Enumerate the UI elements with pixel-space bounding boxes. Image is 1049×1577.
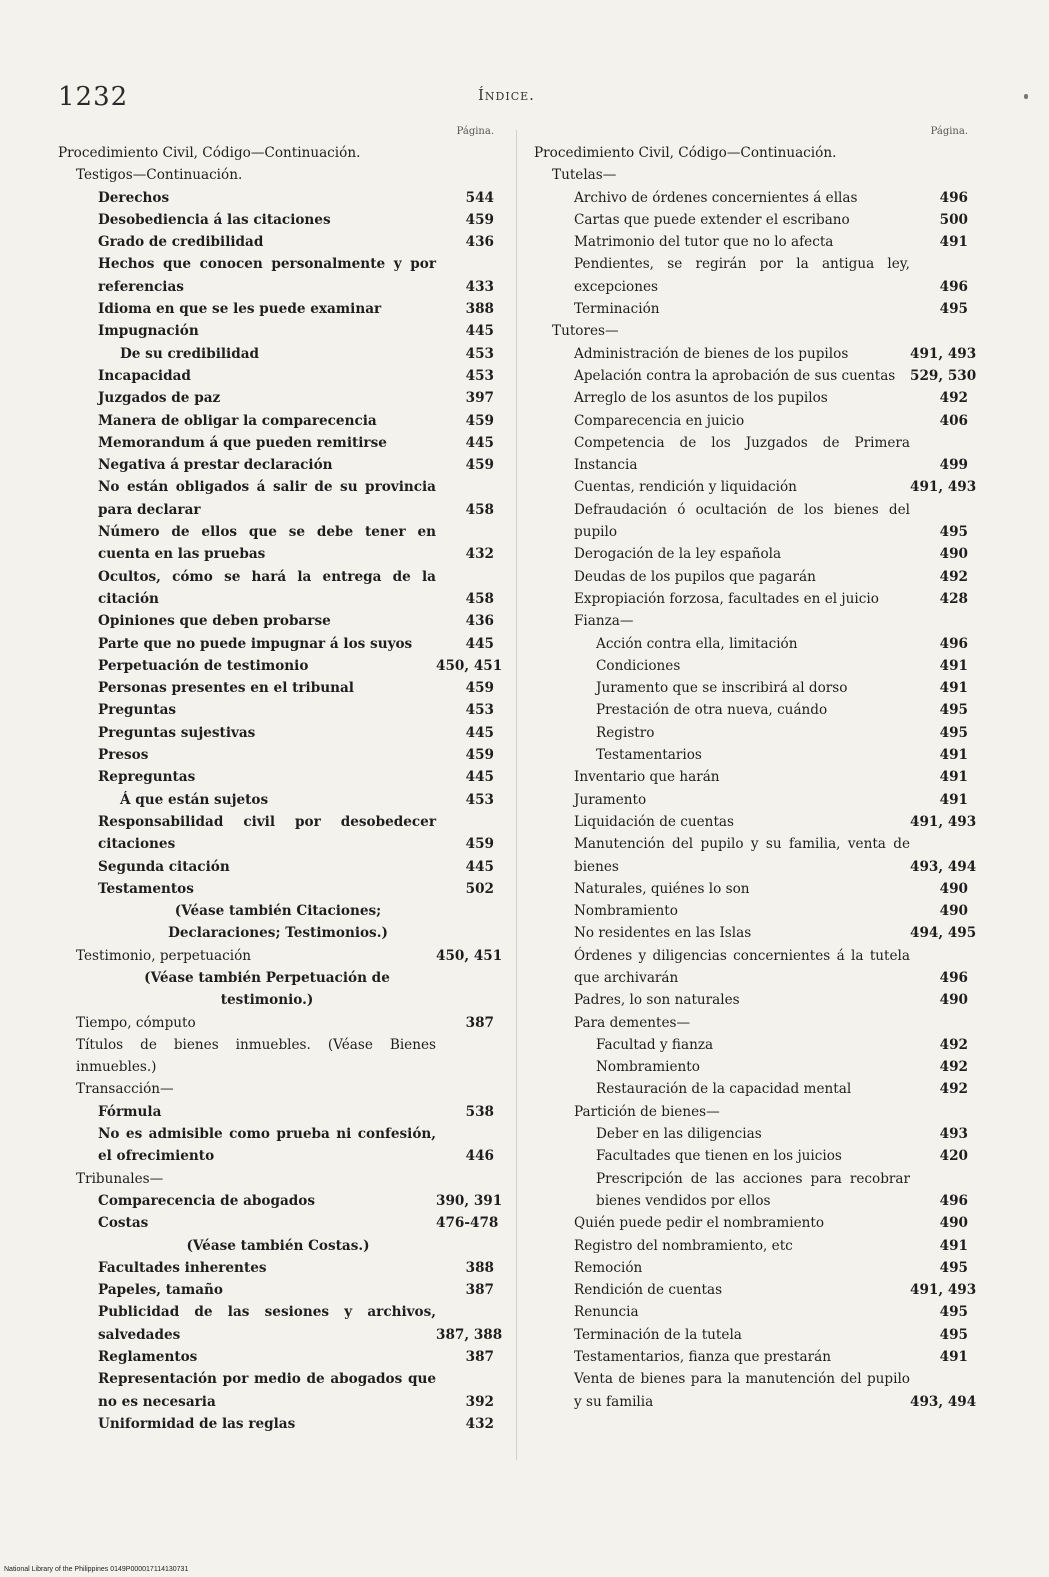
entry-text: Prestación de otra nueva, cuándo	[596, 702, 828, 719]
running-head: Índice.	[478, 86, 535, 104]
entry-text: Memorandum á que pueden remitirse	[98, 434, 387, 451]
index-entry	[58, 677, 494, 699]
entry-text: Cartas que puede extender el escribano	[574, 211, 850, 228]
entry-page: 491	[939, 234, 968, 251]
index-entry	[534, 744, 968, 766]
entry-page: 490	[939, 880, 968, 897]
entry-text: Parte que no puede impugnar á los suyos	[98, 635, 413, 652]
entry-page: 445	[465, 858, 494, 875]
entry-text: Facultad y fianza	[596, 1036, 714, 1053]
index-entry	[58, 454, 494, 476]
entry-page: 495	[939, 1304, 968, 1321]
entry-text: Testamentos	[98, 880, 194, 897]
entry-text: Cuentas, rendición y liquidación	[574, 479, 797, 496]
index-entry	[58, 633, 494, 655]
entry-text: Apelación contra la aprobación de sus cuentas	[574, 367, 896, 384]
entry-page: 453	[465, 791, 494, 808]
entry-text: Registro	[596, 724, 655, 741]
entry-page: 390, 391	[436, 1192, 503, 1209]
entry-list	[58, 142, 503, 1435]
entry-page: 450, 451	[436, 947, 503, 964]
entry-text: Manera de obligar la comparecencia	[98, 412, 377, 429]
index-entry	[58, 476, 494, 521]
entry-text: Remoción	[574, 1259, 643, 1276]
entry-text: Hechos que conocen personalmente y por referencias	[98, 256, 436, 295]
index-entry	[58, 945, 503, 967]
entry-text: Procedimiento Civil, Código—Continuación.	[534, 145, 837, 161]
entry-page: 450, 451	[436, 657, 503, 674]
edge-mark	[1024, 94, 1028, 99]
index-entry	[534, 766, 968, 788]
entry-page: 491	[939, 769, 968, 786]
entry-page: 436	[465, 613, 494, 630]
entry-page: 458	[465, 590, 494, 607]
section-heading	[58, 142, 494, 164]
entry-text: Tutelas—	[552, 167, 617, 184]
entry-text: Manutención del pupilo y su familia, venta de bienes	[574, 836, 910, 875]
index-entry	[58, 164, 494, 186]
entry-text: Terminación de la tutela	[574, 1326, 742, 1343]
entry-page: 493, 494	[910, 858, 977, 875]
entry-text: Transacción—	[76, 1081, 174, 1098]
entry-text: Perpetuación de testimonio	[98, 657, 309, 674]
entry-page: 493	[939, 1126, 968, 1143]
entry-page: 397	[465, 390, 494, 407]
entry-page: 420	[939, 1148, 968, 1165]
index-column-right	[534, 122, 977, 1413]
entry-page: 491, 493	[910, 1282, 977, 1299]
entry-text: Matrimonio del tutor que no lo afecta	[574, 234, 834, 251]
pagina-label: Página.	[456, 126, 494, 137]
index-entry	[534, 789, 968, 811]
entry-page: 491, 493	[910, 345, 977, 362]
entry-page: 496	[939, 278, 968, 295]
index-entry	[534, 722, 968, 744]
index-entry	[534, 1012, 968, 1034]
index-entry	[58, 1034, 494, 1079]
index-note	[58, 1235, 494, 1257]
entry-text: Renuncia	[574, 1304, 639, 1321]
index-entry	[58, 878, 494, 900]
entry-text: De su credibilidad	[120, 345, 260, 362]
entry-text: Idioma en que se les puede examinar	[98, 301, 382, 318]
entry-text: Archivo de órdenes concernientes á ellas	[574, 189, 858, 206]
entry-text: Responsabilidad civil por desobedecer citaciones	[98, 813, 436, 853]
entry-page: 459	[465, 457, 494, 474]
entry-page: 459	[465, 211, 494, 228]
index-entry	[534, 253, 968, 298]
entry-page: 491	[939, 1349, 968, 1366]
index-entry	[534, 1324, 968, 1346]
pagina-label: Página.	[930, 126, 968, 137]
entry-page: 453	[465, 367, 494, 384]
index-entry	[534, 633, 968, 655]
index-entry	[58, 1301, 503, 1346]
index-entry	[58, 789, 494, 811]
entry-page: 496	[939, 969, 968, 986]
entry-text: Comparecencia de abogados	[98, 1192, 315, 1209]
entry-page: 492	[939, 1081, 968, 1098]
entry-page: 388	[465, 301, 494, 318]
entry-text: Testigos—Continuación.	[76, 167, 243, 184]
index-entry	[58, 253, 494, 298]
entry-page: 499	[939, 457, 968, 474]
entry-text: Venta de bienes para la manutención del pupilo y su familia	[574, 1371, 910, 1410]
index-entry	[534, 811, 977, 833]
entry-text: Fianza—	[574, 613, 634, 630]
index-entry	[534, 499, 968, 544]
entry-text: Facultades inherentes	[98, 1259, 267, 1276]
index-entry	[534, 878, 968, 900]
entry-page: 496	[939, 1192, 968, 1209]
index-entry	[58, 1168, 494, 1190]
index-entry	[534, 610, 968, 632]
index-column-left	[58, 122, 503, 1435]
entry-page: 458	[465, 501, 494, 518]
index-entry	[58, 766, 494, 788]
entry-text: Preguntas sujestivas	[98, 724, 256, 741]
index-entry	[534, 410, 968, 432]
entry-page: 491	[939, 1237, 968, 1254]
entry-page: 392	[465, 1393, 494, 1410]
entry-text: Pendientes, se regirán por la antigua ley, excepciones	[574, 256, 910, 295]
entry-text: Nombramiento	[574, 903, 678, 920]
index-entry	[58, 744, 494, 766]
entry-page: 491, 493	[910, 813, 977, 830]
entry-text: Expropiación forzosa, facultades en el juicio	[574, 590, 879, 607]
entry-text: Personas presentes en el tribunal	[98, 680, 354, 697]
index-entry	[534, 187, 968, 209]
entry-text: Testamentarios, fianza que prestarán	[574, 1349, 831, 1366]
index-entry	[58, 722, 494, 744]
entry-page: 494, 495	[910, 925, 977, 942]
index-entry	[58, 1279, 494, 1301]
entry-text: (Véase también Costas.)	[186, 1237, 370, 1254]
index-entry	[534, 231, 968, 253]
entry-text: Costas	[98, 1215, 149, 1232]
entry-text: Publicidad de las sesiones y archivos, salvedades	[98, 1304, 436, 1343]
entry-page: 490	[939, 903, 968, 920]
entry-text: Partición de bienes—	[574, 1103, 720, 1120]
index-entry	[534, 1101, 968, 1123]
entry-page: 495	[939, 724, 968, 741]
index-entry	[534, 476, 977, 498]
entry-text: Ocultos, cómo se hará la entrega de la citación	[98, 568, 436, 607]
entry-page: 433	[465, 278, 494, 295]
entry-text: Juramento que se inscribirá al dorso	[596, 680, 848, 697]
entry-text: Impugnación	[98, 323, 199, 340]
index-entry	[58, 1212, 499, 1234]
index-entry	[58, 1078, 494, 1100]
entry-text: Órdenes y diligencias concernientes á la tutela que archivarán	[574, 947, 910, 986]
entry-page: 496	[939, 189, 968, 206]
index-entry	[58, 1368, 494, 1413]
entry-page: 387	[465, 1349, 494, 1366]
index-note	[58, 900, 494, 945]
index-entry	[58, 365, 494, 387]
index-entry	[58, 432, 494, 454]
entry-page: 387, 388	[436, 1326, 503, 1343]
entry-page: 428	[939, 590, 968, 607]
entry-text: Repreguntas	[98, 769, 196, 786]
index-entry	[534, 989, 968, 1011]
entry-page: 490	[939, 546, 968, 563]
entry-text: Representación por medio de abogados que no es necesaria	[98, 1371, 436, 1410]
entry-page: 495	[939, 301, 968, 318]
entry-text: Acción contra ella, limitación	[596, 635, 798, 652]
entry-text: Nombramiento	[596, 1059, 700, 1076]
entry-text: Opiniones que deben probarse	[98, 613, 331, 630]
entry-page: 445	[465, 323, 494, 340]
index-entry	[534, 320, 968, 342]
index-entry	[58, 610, 494, 632]
entry-text: Inventario que harán	[574, 769, 720, 786]
entry-page: 495	[939, 702, 968, 719]
index-entry	[534, 1212, 968, 1234]
index-entry	[58, 187, 494, 209]
entry-page: 490	[939, 992, 968, 1009]
index-note	[58, 967, 494, 1012]
entry-text: Procedimiento Civil, Código—Continuación.	[58, 145, 361, 161]
entry-page: 495	[939, 1326, 968, 1343]
index-entry	[58, 298, 494, 320]
entry-page: 502	[465, 880, 494, 897]
index-entry	[58, 655, 503, 677]
entry-page: 453	[465, 345, 494, 362]
index-entry	[534, 900, 968, 922]
entry-text: Papeles, tamaño	[98, 1282, 223, 1299]
entry-page: 445	[465, 635, 494, 652]
index-entry	[58, 1346, 494, 1368]
entry-text: Facultades que tienen en los juicios	[596, 1148, 842, 1165]
entry-page: 459	[465, 412, 494, 429]
entry-page: 492	[939, 568, 968, 585]
index-entry	[58, 231, 494, 253]
page-number: 1232	[58, 82, 129, 112]
entry-text: Tribunales—	[76, 1170, 164, 1187]
entry-text: Títulos de bienes inmuebles. (Véase Bienes inmuebles.)	[76, 1036, 436, 1076]
index-entry	[534, 1301, 968, 1323]
index-entry	[58, 1257, 494, 1279]
entry-page: 432	[465, 1415, 494, 1432]
entry-text: Testamentarios	[596, 747, 702, 764]
entry-page: 387	[465, 1014, 494, 1031]
entry-text: Juramento	[574, 791, 647, 808]
index-entry	[534, 1056, 968, 1078]
entry-page: 459	[465, 680, 494, 697]
entry-text: No es admisible como prueba ni confesión, el ofrecimiento	[98, 1126, 436, 1165]
entry-text: Segunda citación	[98, 858, 230, 875]
entry-text: Deber en las diligencias	[596, 1126, 762, 1143]
entry-text: Tutores—	[552, 323, 619, 340]
index-entry	[534, 566, 968, 588]
entry-page: 492	[939, 390, 968, 407]
entry-page: 491	[939, 747, 968, 764]
index-entry	[534, 1346, 968, 1368]
column-divider	[516, 130, 517, 1460]
entry-text: No están obligados á salir de su provincia para declarar	[98, 479, 436, 518]
entry-text: Uniformidad de las reglas	[98, 1415, 296, 1432]
entry-text: Testimonio, perpetuación	[76, 947, 252, 964]
entry-page: 491, 493	[910, 479, 977, 496]
index-entry	[58, 1190, 503, 1212]
index-entry	[534, 432, 968, 477]
index-entry	[534, 1034, 968, 1056]
entry-text: Administración de bienes de los pupilos	[574, 345, 849, 362]
index-entry	[58, 521, 494, 566]
entry-page: 388	[465, 1259, 494, 1276]
entry-page: 491	[939, 680, 968, 697]
entry-page: 496	[939, 635, 968, 652]
index-entry	[534, 1078, 968, 1100]
entry-page: 529, 530	[910, 367, 977, 384]
entry-text: Restauración de la capacidad mental	[596, 1081, 852, 1098]
index-entry	[534, 343, 977, 365]
entry-text: Derechos	[98, 189, 170, 206]
index-entry	[534, 164, 968, 186]
entry-page: 432	[465, 546, 494, 563]
entry-page: 406	[939, 412, 968, 429]
entry-page: 445	[465, 724, 494, 741]
index-entry	[534, 298, 968, 320]
section-heading	[534, 142, 968, 164]
entry-text: Terminación	[574, 301, 660, 318]
entry-text: Prescripción de las acciones para recobrar bienes vendidos por ellos	[596, 1170, 910, 1209]
index-entry	[534, 655, 968, 677]
index-entry	[534, 588, 968, 610]
entry-text: Reglamentos	[98, 1349, 198, 1366]
index-entry	[534, 945, 968, 990]
entry-page: 491	[939, 791, 968, 808]
index-entry	[58, 343, 494, 365]
index-entry	[534, 922, 977, 944]
index-entry	[534, 1168, 968, 1213]
entry-text: Para dementes—	[574, 1014, 691, 1031]
index-entry	[58, 209, 494, 231]
entry-page: 387	[465, 1282, 494, 1299]
entry-text: Registro del nombramiento, etc	[574, 1237, 793, 1254]
entry-text: (Véase también Perpetuación de testimonio.)	[144, 969, 390, 1009]
entry-page: 459	[465, 836, 494, 853]
entry-text: Fórmula	[98, 1103, 162, 1120]
library-footer: National Library of the Philippines 0149P000017114130731	[4, 1566, 189, 1573]
index-entry	[534, 677, 968, 699]
index-entry	[58, 566, 494, 611]
entry-page: 436	[465, 234, 494, 251]
entry-page: 445	[465, 434, 494, 451]
entry-page: 446	[465, 1148, 494, 1165]
entry-text: Comparecencia en juicio	[574, 412, 745, 429]
entry-page: 445	[465, 769, 494, 786]
entry-text: Número de ellos que se debe tener en cuenta en las pruebas	[98, 524, 436, 563]
index-entry	[534, 1145, 968, 1167]
entry-text: Padres, lo son naturales	[574, 992, 740, 1009]
index-entry	[58, 1012, 494, 1034]
index-entry	[58, 1413, 494, 1435]
entry-page: 453	[465, 702, 494, 719]
entry-page: 544	[465, 189, 494, 206]
index-entry	[58, 387, 494, 409]
entry-text: Presos	[98, 747, 149, 764]
index-entry	[58, 1123, 494, 1168]
entry-text: Derogación de la ley española	[574, 546, 782, 563]
entry-page: 493, 494	[910, 1393, 977, 1410]
entry-text: Quién puede pedir el nombramiento	[574, 1215, 825, 1232]
entry-page: 500	[939, 211, 968, 228]
index-entry	[58, 856, 494, 878]
entry-page: 491	[939, 657, 968, 674]
entry-page: 492	[939, 1036, 968, 1053]
entry-text: Liquidación de cuentas	[574, 813, 734, 830]
entry-page: 495	[939, 524, 968, 541]
index-entry	[58, 699, 494, 721]
index-entry	[534, 1279, 977, 1301]
entry-text: Desobediencia á las citaciones	[98, 211, 331, 228]
entry-text: Negativa á prestar declaración	[98, 457, 333, 474]
index-entry	[58, 1101, 494, 1123]
index-entry	[58, 811, 494, 856]
index-entry	[534, 543, 968, 565]
index-entry	[534, 1368, 977, 1413]
index-entry	[534, 209, 968, 231]
entry-text: Competencia de los Juzgados de Primera Instancia	[574, 434, 910, 474]
index-entry	[58, 320, 494, 342]
index-entry	[58, 410, 494, 432]
index-entry	[534, 365, 977, 387]
index-entry	[534, 833, 977, 878]
entry-page: 538	[465, 1103, 494, 1120]
entry-text: Incapacidad	[98, 367, 191, 384]
entry-text: No residentes en las Islas	[574, 925, 752, 942]
index-entry	[534, 1123, 968, 1145]
entry-page: 490	[939, 1215, 968, 1232]
entry-text: Condiciones	[596, 657, 681, 674]
entry-page: 476-478	[436, 1215, 499, 1232]
entry-list	[534, 142, 977, 1413]
entry-page: 459	[465, 747, 494, 764]
entry-text: Defraudación ó ocultación de los bienes del pupilo	[574, 501, 910, 541]
entry-text: Á que están sujetos	[120, 791, 269, 808]
entry-text: Grado de credibilidad	[98, 234, 264, 251]
entry-text: Naturales, quiénes lo son	[574, 880, 750, 897]
entry-page: 492	[939, 1059, 968, 1076]
entry-text: (Véase también Citaciones; Declaraciones; Testimonios.)	[168, 903, 388, 942]
entry-text: Deudas de los pupilos que pagarán	[574, 568, 816, 585]
entry-text: Rendición de cuentas	[574, 1282, 723, 1299]
entry-text: Juzgados de paz	[98, 390, 221, 407]
index-entry	[534, 699, 968, 721]
entry-text: Preguntas	[98, 702, 177, 719]
entry-text: Arreglo de los asuntos de los pupilos	[574, 390, 828, 407]
index-entry	[534, 387, 968, 409]
index-entry	[534, 1257, 968, 1279]
index-entry	[534, 1235, 968, 1257]
entry-page: 495	[939, 1259, 968, 1276]
entry-text: Tiempo, cómputo	[76, 1014, 196, 1031]
